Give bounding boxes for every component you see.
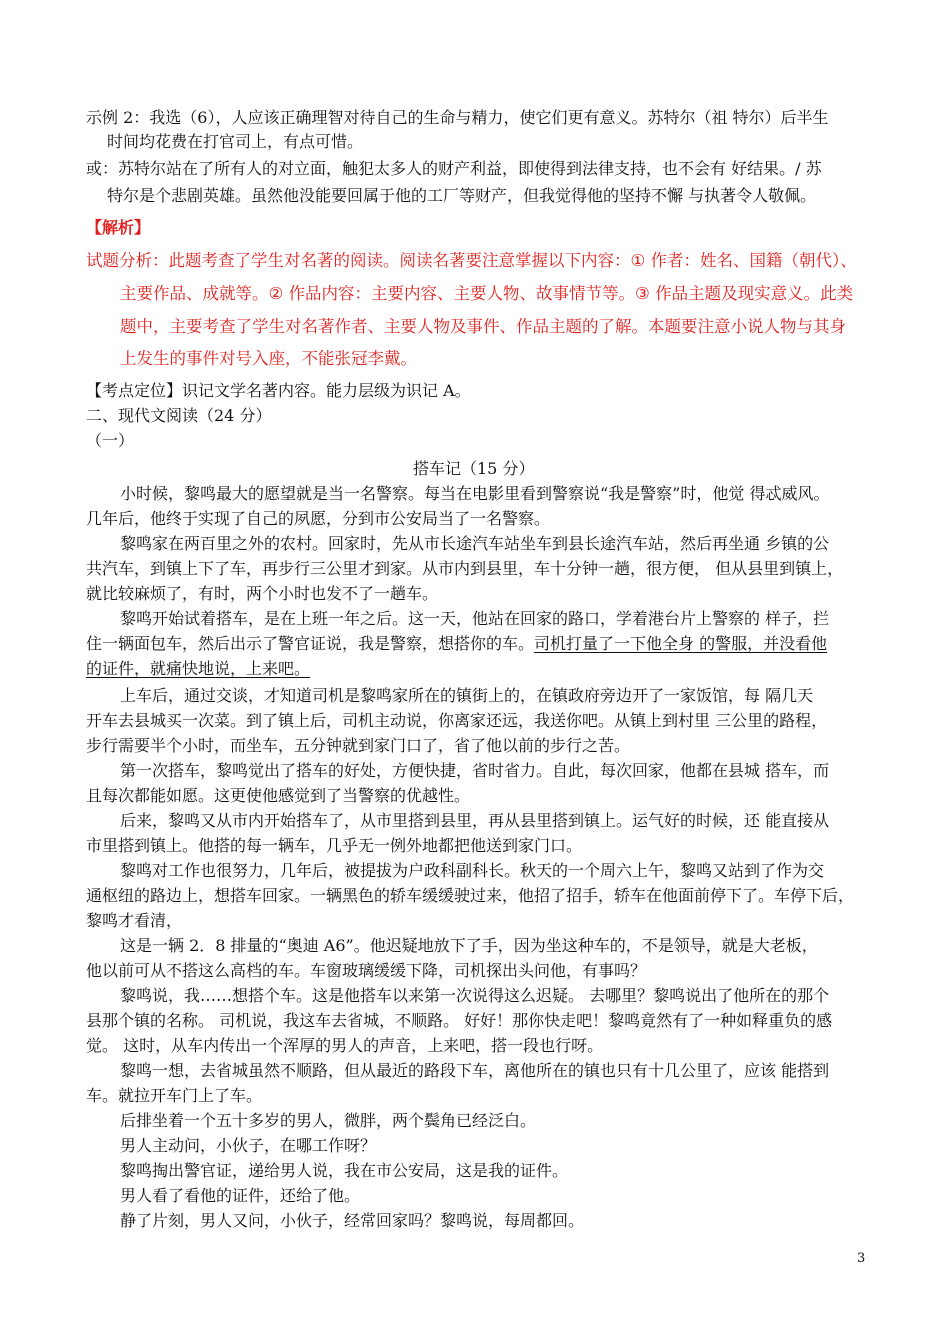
story-title: 搭车记（15 分）: [413, 459, 535, 478]
paragraph-3-line2: [86, 634, 827, 654]
paragraph-1-line1: 小时候，黎鸣最大的愿望就是当一名警察。每当在电影里看到警察说“我是警察”时，他觉 得忒威风。: [120, 484, 830, 503]
paragraph-4-line1: 上车后，通过交谈，才知道司机是黎鸣家所在的镇街上的，在镇政府旁边开了一家饭馆，每 隔几天: [120, 686, 814, 705]
analysis-line1: 试题分析：此题考查了学生对名著的阅读。阅读名著要注意掌握以下内容：① 作者：姓名、国籍（朝代）、: [86, 251, 857, 270]
paragraph-12: 男人主动问，小伙子，在哪工作呀？: [120, 1136, 377, 1155]
analysis-line4: 上发生的事件对号入座，不能张冠李戴。: [120, 349, 417, 368]
paragraph-7-line2: 通枢纽的路边上，想搭车回家。一辆黑色的轿车缓缓驶过来，他招了招手，轿车在他面前停下了。车停下后，: [86, 886, 855, 905]
paragraph-7-line3: 黎鸣才看清，: [86, 911, 183, 930]
paragraph-13: 黎鸣掏出警官证，递给男人说，我在市公安局，这是我的证件。: [120, 1161, 569, 1180]
paragraph-5-line2: 且每次都能如愿。这更使他感觉到了当警察的优越性。: [86, 786, 471, 805]
paragraph-2-line3: 就比较麻烦了，有时，两个小时也发不了一趟车。: [86, 584, 439, 603]
subsection-label: （一）: [86, 431, 135, 450]
paragraph-8-line1: 这是一辆 2．8 排量的“奥迪 A6”。他迟疑地放下了手，因为坐这种车的，不是领导，就是大老板，: [120, 936, 818, 955]
paragraph-3-plain: 住一辆面包车，然后出示了警官证说，我是警察，想搭你的车。: [86, 634, 535, 653]
paragraph-10-line1: 黎鸣一想，去省城虽然不顺路，但从最近的路段下车，离他所在的镇也只有十几公里了，应该 能搭到: [120, 1061, 830, 1080]
paragraph-6-line1: 后来，黎鸣又从市内开始搭车了，从市里搭到县里，再从县里搭到镇上。运气好的时候，还 能直接从: [120, 811, 830, 830]
underlined-sentence-part2: 的证件，就痛快地说，上来吧。: [86, 659, 311, 678]
page-number: 3: [857, 1251, 866, 1266]
paragraph-4-line3: 步行需要半个小时，而坐车，五分钟就到家门口了，省了他以前的步行之苦。: [86, 736, 631, 755]
paragraph-11: 后排坐着一个五十多岁的男人，微胖，两个鬓角已经泛白。: [120, 1111, 537, 1130]
paragraph-3-line1: 黎鸣开始试着搭车，是在上班一年之后。这一天，他站在回家的路口，学着港台片上警察的 样子，拦: [120, 609, 830, 628]
paragraph-9-line1: 黎鸣说，我……想搭个车。这是他搭车以来第一次说得这么迟疑。 去哪里？黎鸣说出了他所在的那个: [120, 986, 830, 1005]
paragraph-10-line2: 车。就拉开车门上了车。: [86, 1086, 263, 1105]
example2-line1: 示例 2：我选（6），人应该正确理智对待自己的生命与精力，使它们更有意义。苏特尔（祖 特尔）后半生: [86, 108, 829, 127]
paragraph-2-line1: 黎鸣家在两百里之外的农村。回家时，先从市长途汽车站坐车到县长途汽车站，然后再坐通 乡镇的公: [120, 534, 830, 553]
paragraph-1-line2: 几年后，他终于实现了自己的夙愿，分到市公安局当了一名警察。: [86, 509, 551, 528]
alternative-line2: 特尔是个悲剧英雄。虽然他没能要回属于他的工厂等财产，但我觉得他的坚持不懈 与执著令人敬佩。: [107, 186, 817, 205]
paragraph-4-line2: 开车去县城买一次菜。到了镇上后，司机主动说，你离家还远，我送你吧。从镇上到村里 三公里的路程，: [86, 711, 828, 730]
kaodian-line: 【考点定位】识记文学名著内容。能力层级为识记 A。: [86, 381, 471, 400]
example2-line2: 时间均花费在打官司上，有点可惜。: [107, 132, 364, 151]
paragraph-14: 男人看了看他的证件，还给了他。: [120, 1186, 361, 1205]
alternative-line1: 或：苏特尔站在了所有人的对立面，触犯太多人的财产利益，即使得到法律支持，也不会有 好结果。/ 苏: [86, 159, 822, 178]
paragraph-5-line1: 第一次搭车，黎鸣觉出了搭车的好处，方便快捷，省时省力。自此，每次回家，他都在县城 搭车，而: [120, 761, 830, 780]
analysis-line2: 主要作品、成就等。② 作品内容：主要内容、主要人物、故事情节等。③ 作品主题及现实意义。此类: [120, 284, 854, 303]
analysis-line3: 题中，主要考查了学生对名著作者、主要人物及事件、作品主题的了解。本题要注意小说人物与其身: [120, 317, 846, 336]
paragraph-9-line3: 觉。 这时，从车内传出一个浑厚的男人的声音，上来吧，搭一段也行呀。: [86, 1036, 604, 1055]
paragraph-15: 静了片刻，男人又问，小伙子，经常回家吗？黎鸣说，每周都回。: [120, 1211, 585, 1230]
paragraph-6-line2: 市里搭到镇上。他搭的每一辆车，几乎无一例外地都把他送到家门口。: [86, 836, 583, 855]
analysis-tag: 【解析】: [86, 218, 151, 237]
section-heading: 二、现代文阅读（24 分）: [86, 406, 272, 425]
paragraph-9-line2: 县那个镇的名称。 司机说，我这车去省城，不顺路。 好好！那你快走吧！黎鸣竟然有了一种如释重负的感: [86, 1011, 833, 1030]
paragraph-2-line2: 共汽车，到镇上下了车，再步行三公里才到家。从市内到县里，车十分钟一趟，很方便， 但从县里到镇上，: [86, 559, 844, 578]
paragraph-7-line1: 黎鸣对工作也很努力，几年后，被提拔为户政科副科长。秋天的一个周六上午，黎鸣又站到了作为交: [120, 861, 825, 880]
underlined-sentence-part1: 司机打量了一下他全身 的警服，并没看他: [534, 634, 828, 653]
paragraph-8-line2: 他以前可从不搭这么高档的车。车窗玻璃缓缓下降，司机探出头问他，有事吗？: [86, 961, 647, 980]
